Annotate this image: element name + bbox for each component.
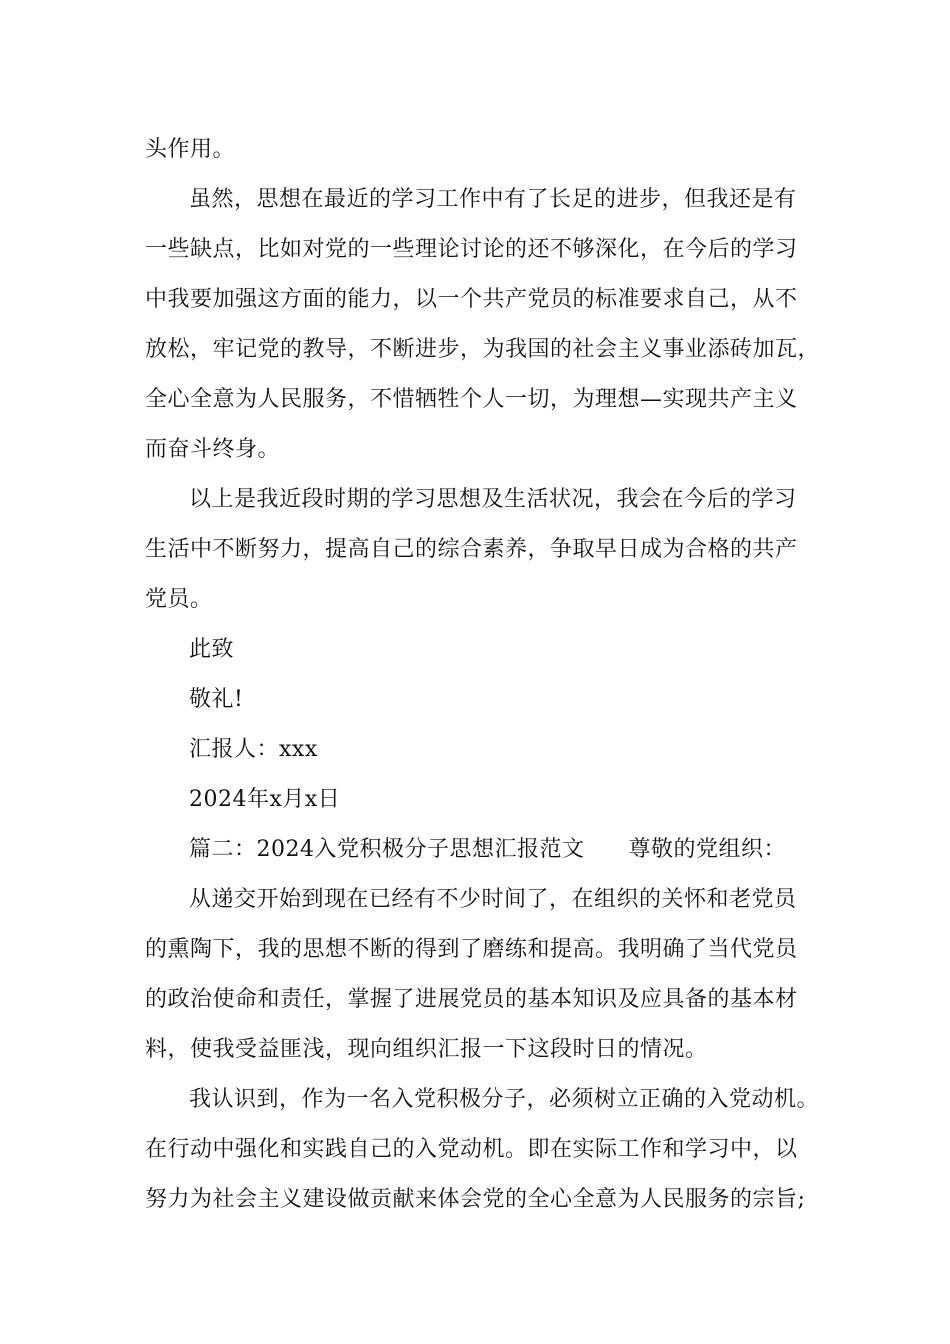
text-line: 中我要加强这方面的能力，以一个共产党员的标准要求自己，从不	[145, 287, 798, 312]
text-line: 在行动中强化和实践自己的入党动机。即在实际工作和学习中，以	[145, 1137, 798, 1162]
text-line: 放松，牢记党的教导，不断进步，为我国的社会主义事业添砖加瓦，	[145, 337, 821, 362]
text-line: 头作用。	[145, 137, 236, 162]
text-line: 虽然，思想在最近的学习工作中有了长足的进步，但我还是有	[189, 187, 797, 212]
text-line: 生活中不断努力，提高自己的综合素养，争取早日成为合格的共产	[145, 537, 798, 562]
section-title: 篇二：2024入党积极分子思想汇报范文	[189, 837, 585, 862]
text-line: 从递交开始到现在已经有不少时间了，在组织的关怀和老党员	[189, 887, 797, 912]
date-line: 2024年x月x日	[189, 787, 341, 812]
text-line: 料，使我受益匪浅，现向组织汇报一下这段时日的情况。	[145, 1037, 708, 1062]
salutation-line: 敬礼!	[189, 687, 244, 712]
text-line: 的政治使命和责任，掌握了进展党员的基本知识及应具备的基本材	[145, 987, 798, 1012]
text-line: 的熏陶下，我的思想不断的得到了磨练和提高。我明确了当代党员	[145, 937, 798, 962]
reporter-line: 汇报人：xxx	[189, 737, 318, 762]
text-line: 我认识到，作为一名入党积极分子，必须树立正确的入党动机。	[189, 1087, 820, 1112]
text-line: 而奋斗终身。	[145, 437, 281, 462]
text-line: 以上是我近段时期的学习思想及生活状况，我会在今后的学习	[189, 487, 797, 512]
text-line: 全心全意为人民服务，不惜牺牲个人一切，为理想—实现共产主义	[145, 387, 798, 412]
closing-line: 此致	[189, 637, 235, 662]
text-line: 党员。	[145, 587, 213, 612]
text-line: 努力为社会主义建设做贡献来体会党的全心全意为人民服务的宗旨;	[145, 1187, 806, 1212]
section-heading-line	[189, 835, 869, 865]
addressee: 尊敬的党组织：	[628, 837, 787, 862]
text-line: 一些缺点，比如对党的一些理论讨论的还不够深化，在今后的学习	[145, 237, 798, 262]
